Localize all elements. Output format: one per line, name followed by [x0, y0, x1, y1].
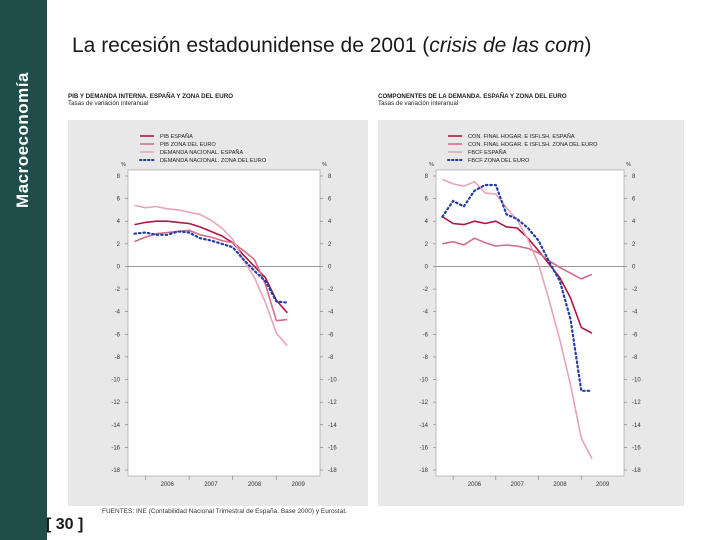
y-tick-label-right: -14: [632, 422, 641, 429]
y-tick-label-right: -4: [632, 309, 638, 316]
legend-label: DEMANDA NACIONAL. ESPAÑA: [160, 150, 244, 156]
y-tick-label-right: 4: [632, 219, 636, 226]
x-tick-label: 2006: [467, 482, 482, 488]
y-tick-label-left: 4: [424, 219, 428, 226]
x-tick-label: 2008: [553, 482, 567, 488]
legend-label: PIB ZONA DEL EURO: [160, 142, 216, 148]
y-tick-label-left: -4: [114, 309, 120, 316]
x-tick-label: 2007: [510, 482, 524, 488]
x-tick-label: 2009: [595, 482, 610, 488]
legend-label: FBCF ZONA DEL EURO: [468, 158, 530, 164]
y-tick-label-right: -18: [632, 468, 641, 474]
sidebar: [0, 0, 47, 540]
y-tick-label-left: -16: [419, 445, 428, 452]
slide-title-italic: crisis de las com: [429, 34, 585, 57]
x-tick-label: 2009: [291, 482, 305, 488]
chart-subtitle: Tasas de variación interanual: [68, 100, 149, 107]
legend-label: FBCF ESPAÑA: [468, 150, 507, 156]
slide-title-main: La recesión estadounidense de 2001 (: [72, 34, 430, 57]
chart-title: COMPONENTES DE LA DEMANDA. ESPAÑA Y ZONA DEL EURO: [378, 93, 567, 100]
y-unit-left: %: [121, 162, 126, 168]
y-tick-label-left: -6: [114, 332, 120, 339]
y-tick-label-left: 6: [116, 196, 120, 203]
y-tick-label-right: -8: [632, 354, 638, 361]
x-tick-label: 2006: [160, 482, 174, 488]
y-tick-label-left: 8: [424, 174, 428, 180]
y-tick-label-right: -6: [328, 332, 334, 339]
x-tick-label: 2007: [204, 482, 218, 488]
y-tick-label-left: -6: [422, 332, 428, 339]
chart-subtitle: Tasas de variación interanual: [378, 100, 459, 107]
legend-label: PIB ESPAÑA: [160, 134, 193, 140]
y-tick-label-left: -14: [419, 422, 428, 429]
charts-area: [68, 90, 684, 515]
y-tick-label-right: -14: [328, 422, 337, 429]
y-tick-label-right: 6: [632, 196, 636, 203]
y-tick-label-left: -16: [111, 445, 120, 452]
page-number: [ 30 ]: [46, 516, 84, 533]
y-tick-label-right: -18: [328, 468, 337, 474]
y-tick-label-left: 0: [424, 264, 428, 271]
legend-label: DEMANDA NACIONAL. ZONA DEL EURO: [160, 158, 267, 164]
y-tick-label-right: 2: [632, 241, 636, 248]
y-tick-label-left: -12: [419, 400, 428, 407]
x-tick-label: 2008: [247, 482, 262, 488]
y-tick-label-left: -4: [422, 309, 428, 316]
y-tick-label-left: 4: [116, 219, 120, 226]
y-tick-label-right: 0: [328, 264, 332, 271]
y-tick-label-right: -2: [632, 287, 638, 294]
y-tick-label-left: 2: [116, 241, 120, 248]
y-tick-label-left: -10: [111, 377, 120, 384]
y-tick-label-left: -2: [422, 287, 428, 294]
y-tick-label-right: 4: [328, 219, 332, 226]
y-tick-label-right: -8: [328, 354, 334, 361]
legend-label: CON. FINAL HOGAR. E ISFLSH. ESPAÑA: [468, 134, 575, 140]
y-tick-label-left: -8: [114, 354, 120, 361]
y-tick-label-left: -8: [422, 354, 428, 361]
plot-area: [128, 170, 320, 476]
y-tick-label-right: 8: [328, 174, 332, 180]
y-tick-label-right: -12: [328, 400, 337, 407]
y-tick-label-left: 2: [424, 241, 428, 248]
plot-area: [436, 170, 624, 476]
slide-title-end: ): [584, 34, 592, 57]
y-tick-label-left: 6: [424, 196, 428, 203]
y-tick-label-right: 8: [632, 174, 636, 180]
y-tick-label-left: -12: [111, 400, 120, 407]
y-tick-label-right: -12: [632, 400, 641, 407]
y-tick-label-left: -2: [114, 287, 120, 294]
y-unit-right: %: [626, 162, 631, 168]
source-note: FUENTES: INE (Contabilidad Nacional Trimestral de España. Base 2000) y Eurostat.: [102, 508, 347, 515]
y-tick-label-left: -18: [111, 468, 120, 474]
y-tick-label-right: 6: [328, 196, 332, 203]
y-tick-label-right: -4: [328, 309, 334, 316]
y-tick-label-left: -10: [419, 377, 428, 384]
y-tick-label-right: 2: [328, 241, 332, 248]
y-tick-label-right: -16: [632, 445, 641, 452]
y-tick-label-left: 0: [116, 264, 120, 271]
y-unit-right: %: [322, 162, 327, 168]
y-tick-label-left: 8: [116, 174, 120, 180]
sidebar-label: Macroeconomía: [13, 72, 32, 208]
slide-title: [72, 34, 591, 58]
y-tick-label-right: -10: [328, 377, 337, 384]
y-unit-left: %: [429, 162, 434, 168]
y-tick-label-right: -6: [632, 332, 638, 339]
chart-title: PIB Y DEMANDA INTERNA. ESPAÑA Y ZONA DEL EURO: [68, 93, 234, 100]
y-tick-label-right: -16: [328, 445, 337, 452]
y-tick-label-left: -14: [111, 422, 120, 429]
y-tick-label-left: -18: [419, 468, 428, 474]
y-tick-label-right: -10: [632, 377, 641, 384]
legend-label: CON. FINAL HOGAR. E ISFLSH. ZONA DEL EURO: [468, 142, 598, 148]
y-tick-label-right: 0: [632, 264, 636, 271]
y-tick-label-right: -2: [328, 287, 334, 294]
